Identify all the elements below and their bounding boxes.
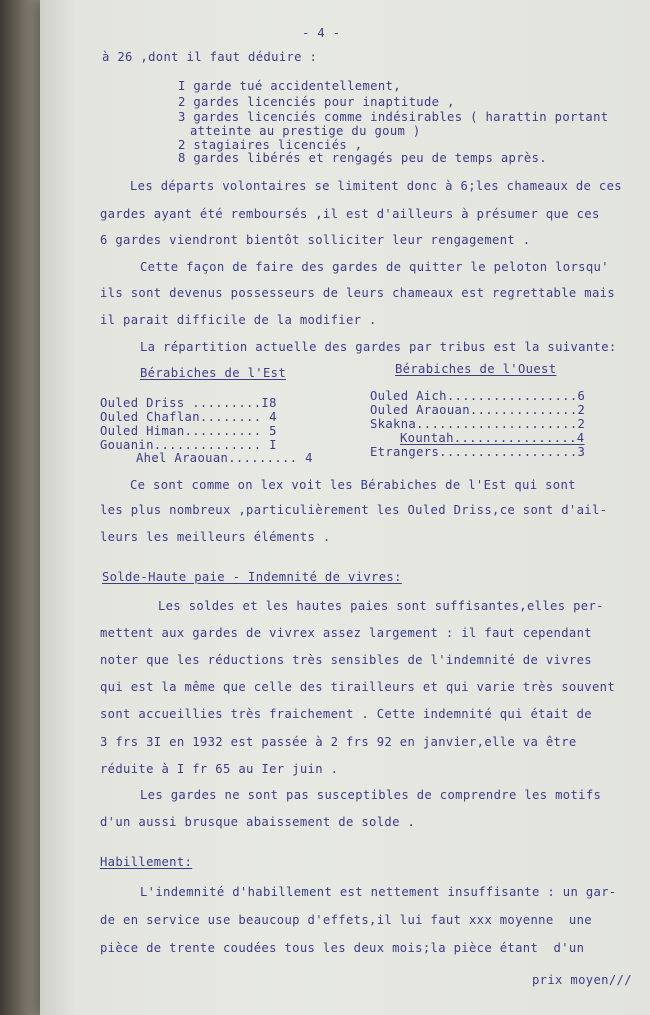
table-row-west: Etrangers..................3 — [370, 445, 586, 459]
deduction-line: 2 gardes licenciés pour inaptitude , — [178, 95, 455, 109]
page-number: - 4 - — [302, 26, 341, 40]
table-row-east: Ouled Chaflan........ 4 — [100, 410, 277, 424]
table-row-east: Ouled Driss .........I8 — [100, 396, 277, 410]
deduction-line: 8 gardes libérés et rengagés peu de temps après. — [178, 151, 547, 165]
table-row-west: Ouled Araouan..............2 — [370, 403, 586, 417]
paragraph-line: Les départs volontaires se limitent donc à 6;les chameaux de ces — [130, 179, 622, 193]
paragraph-line: de en service use beaucoup d'effets,il lui faut xxx moyenne une — [100, 913, 592, 927]
paragraph-line: d'un aussi brusque abaissement de solde . — [100, 815, 416, 829]
paragraph-line: pièce de trente coudées tous les deux mois;la pièce étant d'un — [100, 941, 585, 955]
paragraph-line: 3 frs 3I en 1932 est passée à 2 frs 92 en janvier,elle va être — [100, 735, 577, 749]
paragraph-line: qui est la même que celle des tirailleurs et qui varie très souvent — [100, 680, 616, 694]
paragraph-line: les plus nombreux ,particulièrement les Ouled Driss,ce sont d'ail- — [100, 503, 608, 517]
table-row-east: Ahel Araouan......... 4 — [136, 451, 313, 465]
paragraph-line: L'indemnité d'habillement est nettement insuffisante : un gar- — [140, 885, 617, 899]
paragraph-line: gardes ayant été remboursés ,il est d'ailleurs à présumer que ces — [100, 207, 600, 221]
table-row-west: Kountah................4 — [400, 431, 585, 445]
paragraph-line: ils sont devenus possesseurs de leurs chameaux est regrettable mais — [100, 286, 616, 300]
catchword: prix moyen/// — [532, 973, 632, 987]
table-header-west: Bérabiches de l'Ouest — [395, 362, 557, 376]
section-heading: Solde-Haute paie - Indemnité de vivres: — [102, 570, 402, 584]
document-page — [40, 0, 650, 1015]
deduction-line: 3 gardes licenciés comme indésirables ( harattin portant — [178, 110, 609, 124]
table-row-west: Skakna.....................2 — [370, 417, 586, 431]
table-row-east: Gouanin.............. I — [100, 438, 277, 452]
paragraph-line: 6 gardes viendront bientôt solliciter leur rengagement . — [100, 233, 531, 247]
paragraph-line: leurs les meilleurs éléments . — [100, 530, 331, 544]
table-row-east: Ouled Himan.......... 5 — [100, 424, 277, 438]
paragraph-line: noter que les réductions très sensibles de l'indemnité de vivres — [100, 653, 592, 667]
paragraph-line: il parait difficile de la modifier . — [100, 313, 377, 327]
intro-line: à 26 ,dont il faut déduire : — [102, 50, 318, 64]
paragraph-line: réduite à I fr 65 au Ier juin . — [100, 762, 339, 776]
paragraph-line: sont accueillies très fraichement . Cette indemnité qui était de — [100, 707, 592, 721]
table-row-west: Ouled Aich.................6 — [370, 389, 586, 403]
paragraph-line: mettent aux gardes de vivrex assez largement : il faut cependant — [100, 626, 592, 640]
paragraph-line: Ce sont comme on lex voit les Bérabiches de l'Est qui sont — [130, 478, 576, 492]
paragraph-line: Cette façon de faire des gardes de quitter le peloton lorsqu' — [140, 260, 609, 274]
section-heading: Habillement: — [100, 855, 193, 869]
paragraph-line: La répartition actuelle des gardes par tribus est la suivante: — [140, 340, 617, 354]
paragraph-line: Les gardes ne sont pas susceptibles de comprendre les motifs — [140, 788, 602, 802]
deduction-line: atteinte au prestige du goum ) — [190, 124, 421, 138]
paragraph-line: Les soldes et les hautes paies sont suffisantes,elles per- — [158, 599, 604, 613]
deduction-line: 2 stagiaires licenciés , — [178, 138, 363, 152]
table-header-east: Bérabiches de l'Est — [140, 366, 287, 380]
deduction-line: I garde tué accidentellement, — [178, 79, 401, 93]
